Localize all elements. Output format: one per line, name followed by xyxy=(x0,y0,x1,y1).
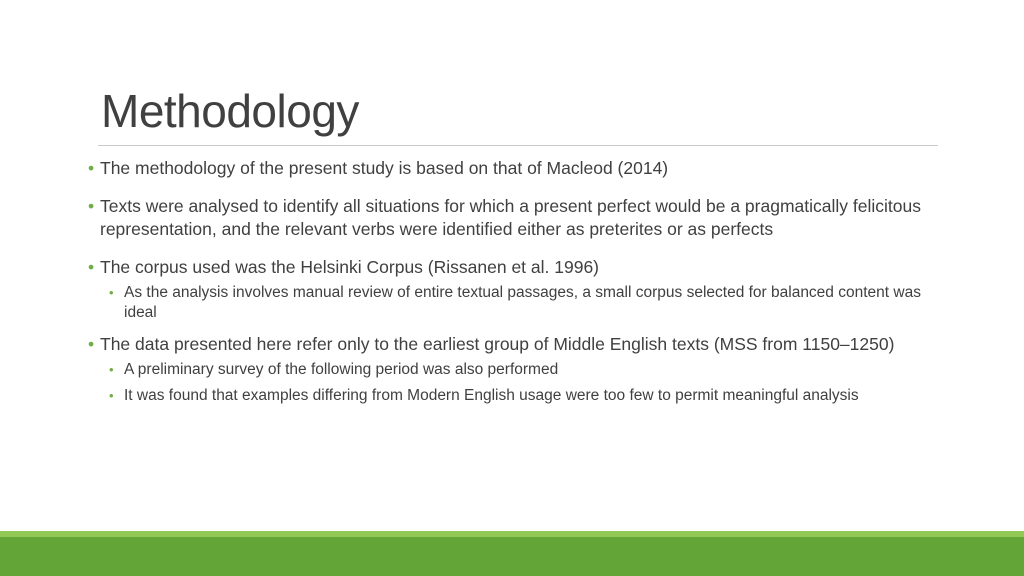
sub-bullet-icon: • xyxy=(109,388,114,403)
sub-bullet-text: It was found that examples differing from Modern English usage were too few to permit meaningful analysis xyxy=(124,387,859,404)
bullet-text: The data presented here refer only to the earliest group of Middle English texts (MSS from 1150–1250) xyxy=(100,334,895,354)
sub-bullet-text: A preliminary survey of the following period was also performed xyxy=(124,361,559,378)
bullet-text: Texts were analysed to identify all situations for which a present perfect would be a pragmatically felicitous representation, and the relevant verbs were identified either as preterites or as perfects xyxy=(100,196,921,239)
slide-title: Methodology xyxy=(101,85,359,137)
title-divider xyxy=(98,145,938,146)
sub-bullet-icon: • xyxy=(109,285,114,300)
bullet-icon: • xyxy=(88,196,95,216)
bullet-list xyxy=(88,157,938,416)
bullet-item xyxy=(88,333,938,406)
sub-bullet-item xyxy=(100,283,938,323)
bullet-item xyxy=(88,256,938,323)
bullet-item xyxy=(88,195,938,241)
sub-bullet-item xyxy=(100,360,938,380)
sub-bullet-text: As the analysis involves manual review of entire textual passages, a small corpus selected for balanced content was ideal xyxy=(124,284,921,321)
bullet-item xyxy=(88,157,938,180)
sub-bullet-item xyxy=(100,386,938,406)
sub-bullet-list xyxy=(100,283,938,323)
sub-bullet-list xyxy=(100,360,938,406)
bullet-text: The methodology of the present study is based on that of Macleod (2014) xyxy=(100,158,669,178)
bullet-icon: • xyxy=(88,257,95,277)
footer-bar xyxy=(0,537,1024,576)
sub-bullet-icon: • xyxy=(109,362,114,377)
bullet-icon: • xyxy=(88,334,95,354)
bullet-icon: • xyxy=(88,158,95,178)
bullet-text: The corpus used was the Helsinki Corpus (Rissanen et al. 1996) xyxy=(100,257,599,277)
